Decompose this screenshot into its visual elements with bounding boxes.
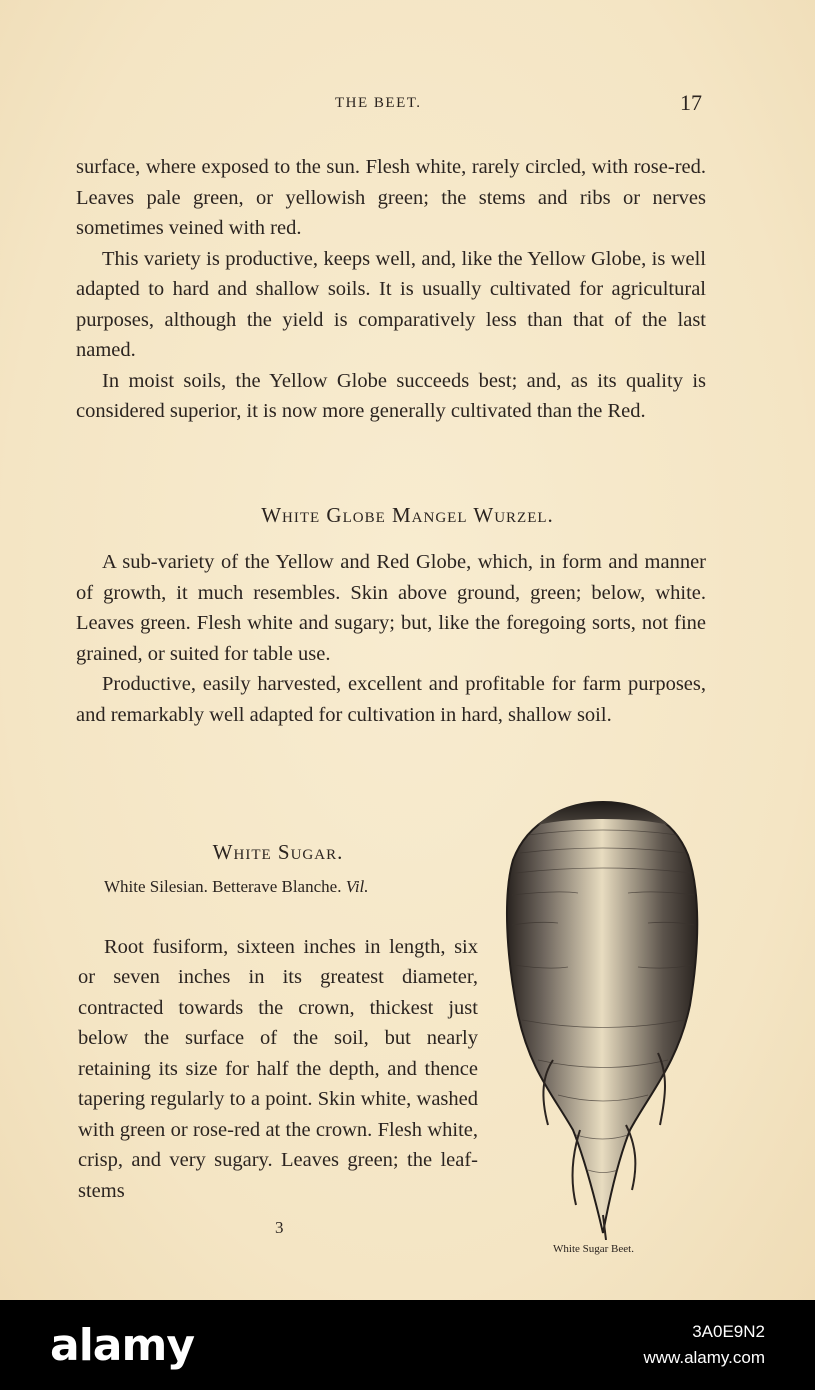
figure-caption: White Sugar Beet. (553, 1243, 634, 1255)
synonym-names: White Silesian. Betterave Blanche. (104, 877, 342, 896)
image-id: 3A0E9N2 (692, 1322, 765, 1341)
section-heading-white-globe: White Globe Mangel Wurzel. (261, 503, 554, 527)
page-number: 17 (680, 90, 702, 115)
section-heading-white-sugar: White Sugar. (212, 840, 344, 864)
synonym-author: Vil. (345, 877, 369, 896)
paragraph: Root fusiform, sixteen inches in length, six or seven inches in its greatest diameter, contracted towards the crown, thickest just below the surface of the soil, but nearly retaining its size for half the depth, and thence tapering regularly to a point. Skin white, washed with green or rose-red at the crown. Flesh white, crisp, and very sugary. Leaves green; the leaf-stems (78, 935, 478, 1202)
synonym-line (104, 877, 369, 897)
body-text-white-globe (76, 547, 706, 730)
paragraph: A sub-variety of the Yellow and Red Globe, which, in form and manner of growth, it much resembles. Skin above ground, green; below, white. Leaves green. Flesh white and sugary; but, like the foregoing sorts, not fine grained, or suited for table use. (76, 551, 706, 665)
footer-url: www.alamy.com (643, 1348, 765, 1367)
running-head: THE BEET. (335, 95, 422, 111)
paragraph: Productive, easily harvested, excellent and profitable for farm purposes, and remarkably well adapted for cultivation in hard, shallow soil. (76, 673, 706, 726)
body-text-top (76, 152, 706, 427)
paragraph-continued: surface, where exposed to the sun. Flesh white, rarely circled, with rose-red. Leaves pale green, or yellowish green; the stems and ribs or nerves sometimes veined with red. (76, 156, 706, 239)
sugar-beet-engraving (498, 795, 708, 1240)
body-text-white-sugar (78, 911, 478, 1227)
stock-footer (0, 1300, 815, 1390)
paragraph: In moist soils, the Yellow Globe succeeds best; and, as its quality is considered superior, it is now more generally cultivated than the Red. (76, 369, 706, 422)
signature-mark: 3 (275, 1218, 284, 1237)
alamy-logo: alamy (50, 1320, 194, 1371)
paragraph: This variety is productive, keeps well, and, like the Yellow Globe, is well adapted to hard and shallow soils. It is usually cultivated for agricultural purposes, although the yield is comparatively less than that of the last named. (76, 247, 706, 361)
